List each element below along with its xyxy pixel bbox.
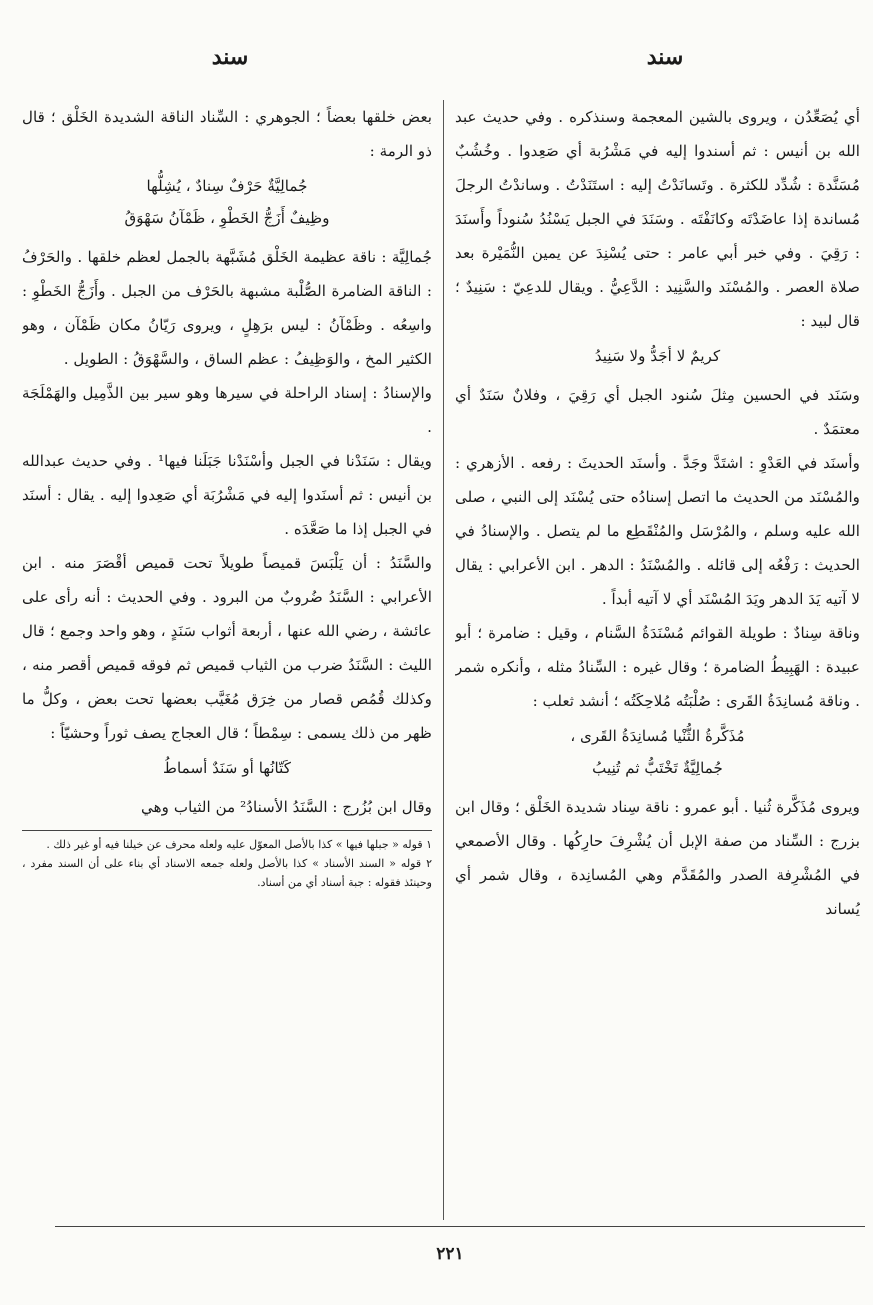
entry-paragraph: ويروى مُذَكَّرة ثُنيا . أبو عمرو : ناقة سِناد شديدة الخَلْق ؛ وقال ابن بزرج : السِّناد من صفة الإبل أن يُشْرِفَ حارِكُها . وقال الأصمعي في المُشْرِفة الصدر والمُقَدَّم وهي المُسانِدة ، وقال شمر أي يُساند: [455, 798, 860, 918]
entry-paragraph: وسَنَد في الحسين مِثلَ سُنود الجبل أي رَقِيَ ، وفلانٌ سَنَدٌ أي معتمَدٌ .: [455, 386, 860, 438]
entry-paragraph: والسَّنَدُ : أن يَلْبَسَ قميصاً طويلاً تحت قميص أقْصَرَ منه . ابن الأعرابي : السَّنَدُ ضُروبٌ من البرود . وفي الحديث : أنه رأى على عائشة ، رضي الله عنها ، أربعة أثواب سَنَدٍ ، وهو واحد وجمع ؛ قال الليث : السَّنَدُ ضرب من الثياب قميص ثم فوقه قميص أقصر منه ، وكذلك قُمُص قصار من خِرَق مُغَيَّب بعضها تحت بعض ، وكلُّ ما ظهر من ذلك يسمى : سِمْطاً ؛ قال العجاج يصف ثوراً وحشيّاً :: [22, 554, 432, 742]
verse-line: كريمٌ لا أجَدُّ ولا سَنِيدُ: [594, 347, 721, 365]
entry-paragraph: جُمالِيَّة : ناقة عظيمة الخَلْق مُشَبَّهة بالجمل لعظم خلقها . والحَرْفُ : الناقة الضامرة الصُّلْبة مشبهة بالحَرْف من الجبل . وأَزَجُّ الخَطْوِ : واسِعُه . وظَمْآنُ : ليس برَهِلٍ ، ويروى رَيّانُ مكان ظَمْآن ، وهو الكثير المخ ، والوَظِيفُ : عظم الساق ، والسَّهْوَقُ : الطويل .: [22, 248, 432, 368]
verse: [455, 340, 860, 372]
entry-paragraph: بعض خلقها بعضاً ؛ الجوهري : السِّناد الناقة الشديدة الخَلْق ؛ قال ذو الرمة :: [22, 108, 432, 160]
running-header-left: سند: [211, 44, 249, 70]
footnote: ١ قوله « جبلها فيها » كذا بالأصل المعوّل عليه ولعله محرف عن خيلنا فيه أو غير ذلك .: [46, 838, 432, 851]
verse-line: جُمالِيَّةٌ تَخْتَبُّ ثم تُنِيبُ: [592, 759, 723, 777]
running-header-right: سند: [646, 44, 684, 70]
footnote: ٢ قوله « السند الأسناد » كذا بالأصل ولعله جمعه الاسناد أي بناء على أن السند مفرد ، وحينئذ فقوله : جبة أسناد أي من أسناد.: [22, 857, 432, 889]
entry-paragraph: وقال ابن بُزُرج : السَّنَدُ الأسنادُ² من الثياب وهي: [140, 798, 432, 816]
entry-paragraph: وأسنَد في العَدْوِ : اشتَدَّ وجَدَّ . وأسنَد الحديثَ : رفعه . الأزهري : والمُسْنَد من الحديث ما اتصل إسنادُه حتى يُسْنَد إلى النبي ، صلى الله عليه وسلم ، والمُرْسَل والمُنْقَطِع ما لم يتصل . والإسنادُ في الحديث : رَفْعُه إلى قائله . والمُسْنَدُ : الدهر . ابن الأعرابي : يقال لا آتيه يَدَ الدهر ويَدَ المُسْنَد أي لا آتيه أبداً .: [455, 454, 860, 608]
verse: [455, 720, 860, 784]
right-column: [455, 100, 860, 1218]
entry-paragraph: ويقال : سَنَدْنا في الجبل وأسْنَدْنا جَبَلَنا فيها¹ . وفي حديث عبدالله بن أنيس : ثم أسنَدوا إليه في مَشْرُبَة أي صَعِدوا إليه . يقال : أسنَد في الجبل إذا ما صَعَّدَه .: [22, 452, 432, 538]
entry-paragraph: والإسنادُ : إسناد الراحلة في سيرها وهو سير بين الذَّمِيل والهَمْلَجَة .: [22, 384, 432, 436]
footer-rule: [55, 1226, 865, 1227]
column-divider: [443, 100, 444, 1220]
verse: [22, 752, 432, 784]
verse-line: جُمالِيَّةٌ حَرْفٌ سِنادٌ ، يُشِلُّها: [146, 177, 308, 195]
verse-line: مُذَكَّرةُ الثُّنْيا مُسانِدَةُ القَرى ،: [570, 727, 745, 745]
entry-paragraph: وناقة سِنادٌ : طويلة القوائم مُسْنَدَةُ السَّنام ، وقيل : ضامرة ؛ أبو عبيدة : الهَبِيطُ الضامرة ؛ وقال غيره : السِّنادُ مثله ، وأنكره شمر . وناقة مُسانِدَةُ القَرى : صُلْبَتُه مُلاحِكَتُه ؛ أنشد ثعلب :: [455, 624, 860, 710]
verse-line: وظِيفٌ أَزَجُّ الخَطْوِ ، ظَمْآنُ سَهْوَقُ: [124, 209, 330, 227]
left-column: [22, 100, 432, 1203]
page-number: ٢٢١: [436, 1244, 464, 1264]
verse-line: كَتّانُها أو سَنَدٌ أسماطُ: [162, 759, 291, 777]
verse: [22, 170, 432, 234]
footnote-rule: [22, 830, 432, 831]
entry-paragraph: أي يُصَعِّدُن ، ويروى بالشين المعجمة وسنذكره . وفي حديث عبد الله بن أنيس : ثم أسندوا إليه في مَشْرُبة أي صَعِدوا . وخُشُبٌ مُسَنَّدة : شُدِّد للكثرة . وتَسانَدْتُ إليه : استَنَدْتُ . وساندْتُ الرجلَ مُساندة إذا عاضَدْتَه وكانَفْتَه . وسَنَدَ في الجبل يَسْنُدُ سُنوداً وأَسنَدَ : رَقِيَ . وفي خبر أبي عامر : حتى يُسْنِدَ عن يمين النُّمَيْرة بعد صلاة العصر . والمُسْنَد والسَّنِيد : الدَّعِيُّ . ويقال للدعِيّ : سَنِيدٌ ؛ قال لبيد :: [455, 108, 860, 330]
